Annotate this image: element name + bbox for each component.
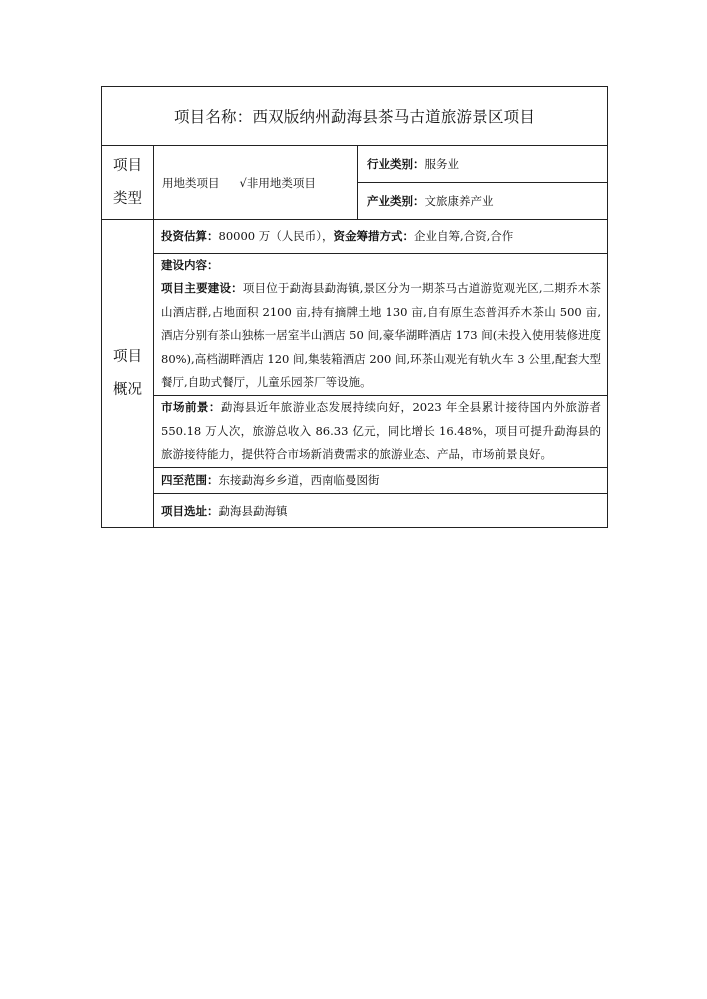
non-land-project-option: √非用地类项目	[239, 175, 316, 190]
overview-label-line1: 项目	[113, 348, 142, 365]
funding-value: 企业自筹,合资,合作	[414, 229, 514, 244]
project-type-label-line2: 类型	[113, 190, 142, 207]
investment-row	[154, 220, 607, 253]
project-type-label	[102, 146, 154, 220]
investment-label: 投资估算：	[161, 229, 219, 244]
industry-category	[358, 146, 608, 183]
construction-heading: 建设内容：	[161, 257, 219, 272]
funding-label: 资金筹措方式：	[333, 229, 414, 244]
industry-value: 服务业	[424, 157, 459, 171]
category-label: 产业类别：	[367, 194, 425, 208]
project-document	[101, 86, 607, 528]
overview-inner-table	[154, 220, 607, 527]
site-text: 勐海县勐海镇	[218, 503, 288, 518]
sector-category	[358, 183, 608, 220]
overview-label-line2: 概况	[113, 381, 142, 398]
project-title: 项目名称：西双版纳州勐海县茶马古道旅游景区项目	[102, 87, 608, 146]
project-type-options	[154, 146, 358, 220]
main-construction-label: 项目主要建设：	[161, 281, 243, 296]
site-label: 项目选址：	[161, 503, 219, 518]
boundary-label: 四至范围：	[161, 473, 219, 488]
project-type-label-line1: 项目	[113, 157, 142, 174]
construction-content	[154, 253, 607, 396]
overview-label	[102, 220, 154, 528]
market-prospect	[154, 396, 607, 468]
market-text: 勐海县近年旅游业态发展持续向好，2023 年全县累计接待国内外旅游者 550.18 万人次，旅游总收入 86.33 亿元，同比增长 16.48%，项目可提升勐海县的旅游接待能力，提供符合市场新消费需求的旅游业态、产品，市场前景良好。	[161, 400, 602, 462]
overview-content	[154, 220, 608, 528]
industry-label: 行业类别：	[367, 157, 425, 171]
site-row	[154, 493, 607, 527]
main-construction-text: 项目位于勐海县勐海镇,景区分为一期茶马古道游览观光区,二期乔木茶山酒店群,占地面积 2100 亩,持有摘牌土地 130 亩,自有原生态普洱乔木茶山 500 亩,酒店分别有茶山独栋一居室半山酒店 50 间,豪华湖畔酒店 173 间(未投入使用装修进度 80%),高档湖畔酒店 120 间,集装箱酒店 200 间,环茶山观光有轨火车 3 公里,配套大型餐厅,自助式餐厅，儿童乐园茶厂等设施。	[161, 281, 601, 390]
main-construction	[161, 277, 601, 395]
boundary-text: 东接勐海乡乡道，西南临曼囡街	[218, 473, 380, 488]
project-table	[101, 86, 608, 528]
market-label: 市场前景：	[161, 400, 221, 415]
investment-value: 80000 万（人民币），	[218, 229, 334, 244]
boundary-row	[154, 467, 607, 493]
category-value: 文旅康养产业	[424, 194, 494, 208]
land-project-option: 用地类项目	[162, 175, 220, 190]
